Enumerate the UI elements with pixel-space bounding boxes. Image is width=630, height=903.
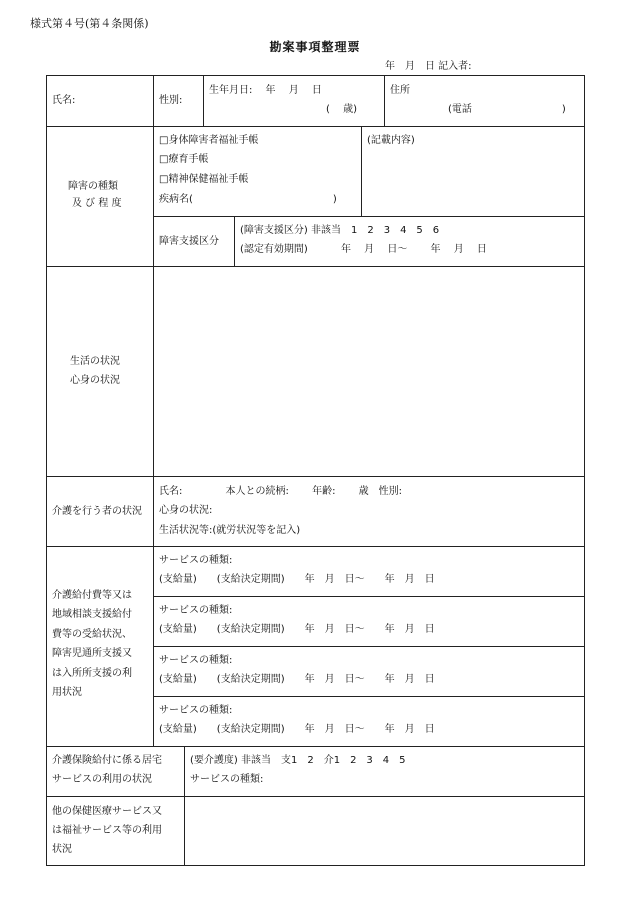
disability-label-line1: 障害の種類 xyxy=(68,181,118,192)
service-type-1: サービスの種類: xyxy=(159,555,233,566)
birthdate-label: 生年月日: 年 月 日 xyxy=(209,85,322,96)
other-services-label-line2: は福祉サービス等の利用 xyxy=(52,825,162,836)
services-label-line5: は入所所支援の利 xyxy=(52,668,132,679)
disease-name-label: 疾病名( ) xyxy=(159,194,337,205)
care-service-type: サービスの種類: xyxy=(190,774,264,785)
name-label: 氏名: xyxy=(52,95,76,106)
record-content-label: (記載内容) xyxy=(367,135,415,146)
caregiver-living-line: 生活状況等:(就労状況等を記入) xyxy=(159,525,301,536)
age-label: ( 歳) xyxy=(326,104,357,115)
services-label-line2: 地域相談支援給付 xyxy=(52,609,132,620)
service-type-3: サービスの種類: xyxy=(159,655,233,666)
disability-label-line2: 及 び 程 度 xyxy=(72,198,122,209)
service-type-4: サービスの種類: xyxy=(159,705,233,716)
phone-label: (電話 ) xyxy=(448,104,566,115)
services-label-line1: 介護給付費等又は xyxy=(52,590,132,601)
care-insurance-label-line1: 介護保険給付に係る居宅 xyxy=(52,755,162,766)
other-services-label-line3: 状況 xyxy=(52,844,72,855)
caregiver-condition-line: 心身の状況: xyxy=(159,505,213,516)
gender-label: 性別: xyxy=(159,95,183,106)
services-label-line4: 障害児通所支援又 xyxy=(52,648,132,659)
address-label: 住所 xyxy=(390,85,410,96)
page-title: 勘案事項整理票 xyxy=(269,40,361,54)
life-situation-label: 生活の状況 xyxy=(70,356,120,367)
form-code: 様式第４号(第４条関係) xyxy=(30,17,149,30)
support-validity-period: (認定有効期間) 年 月 日～ 年 月 日 xyxy=(240,244,487,255)
other-services-label-line1: 他の保健医療サービス又 xyxy=(52,806,162,817)
caregiver-name-line: 氏名: 本人との続柄: 年齢: 歳 性別: xyxy=(159,486,403,497)
services-label-line6: 用状況 xyxy=(52,687,82,698)
service-detail-1: (支給量) (支給決定期間) 年 月 日～ 年 月 日 xyxy=(159,574,435,585)
service-detail-3: (支給量) (支給決定期間) 年 月 日～ 年 月 日 xyxy=(159,674,435,685)
checkbox-rehab-handbook[interactable]: □療育手帳 xyxy=(159,154,209,165)
checkbox-physical-handbook[interactable]: □身体障害者福祉手帳 xyxy=(159,135,259,146)
service-type-2: サービスの種類: xyxy=(159,605,233,616)
checkbox-mental-handbook[interactable]: □精神保健福祉手帳 xyxy=(159,174,249,185)
service-detail-2: (支給量) (支給決定期間) 年 月 日～ 年 月 日 xyxy=(159,624,435,635)
support-category-levels: (障害支援区分) 非該当 1 2 3 4 5 6 xyxy=(240,225,440,236)
care-level-line: (要介護度) 非該当 支1 2 介1 2 3 4 5 xyxy=(190,755,406,766)
support-category-label: 障害支援区分 xyxy=(159,236,219,247)
caregiver-label: 介護を行う者の状況 xyxy=(52,506,142,517)
service-detail-4: (支給量) (支給決定期間) 年 月 日～ 年 月 日 xyxy=(159,724,435,735)
services-label-line3: 費等の受給状況、 xyxy=(52,629,132,640)
date-recorder-line: 年 月 日 記入者: xyxy=(385,61,472,72)
care-insurance-label-line2: サービスの利用の状況 xyxy=(52,774,152,785)
physical-mental-label: 心身の状況 xyxy=(70,375,120,386)
